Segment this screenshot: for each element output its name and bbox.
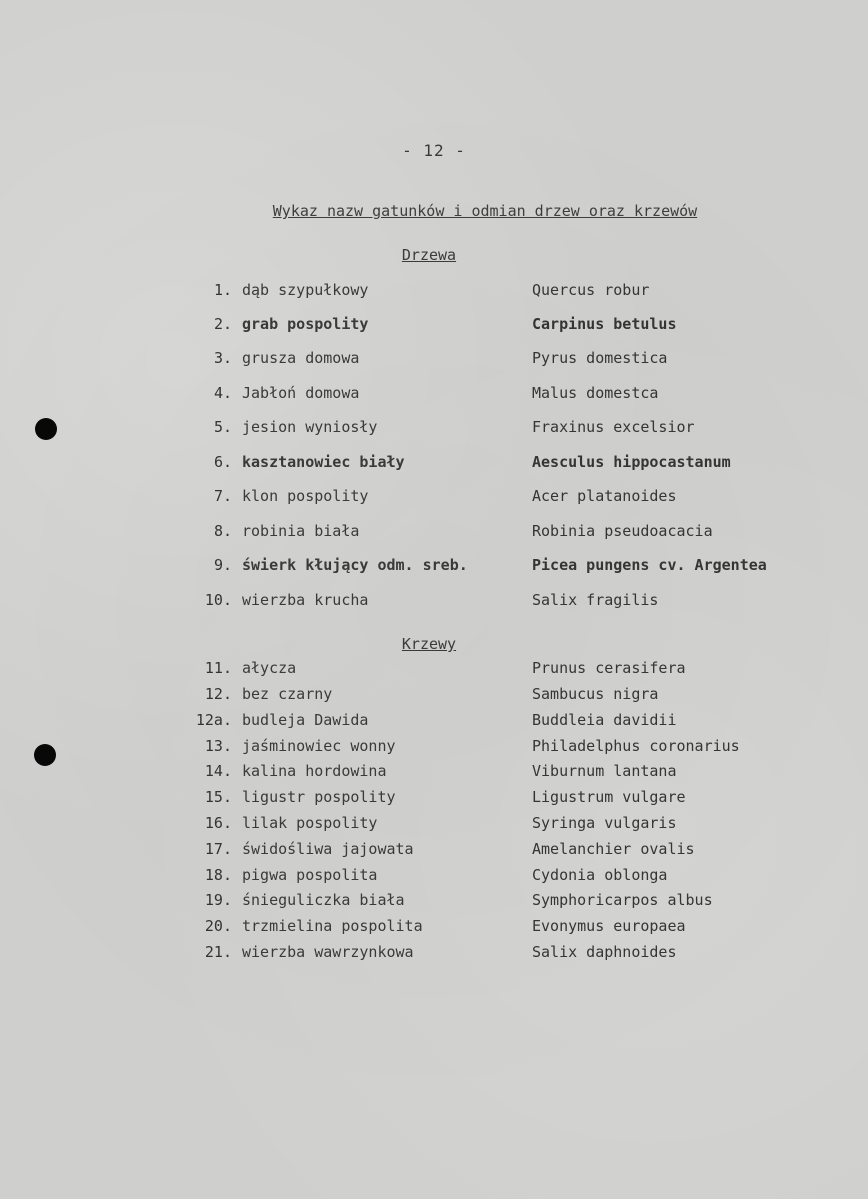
item-number: 3. [213,349,232,367]
polish-name: ałycza [242,659,297,677]
latin-name: Acer platanoides [532,487,677,505]
latin-name: Viburnum lantana [532,762,677,780]
latin-name: Robinia pseudoacacia [532,522,713,540]
item-number: 16. [204,814,232,832]
list-item [0,315,868,335]
latin-name: Pyrus domestica [532,349,668,367]
polish-name: świdośliwa jajowata [242,840,414,858]
polish-name: robinia biała [242,522,360,540]
latin-name: Ligustrum vulgare [532,788,686,806]
polish-name: wierzba wawrzynkowa [242,943,414,961]
item-number: 11. [204,659,232,677]
section-heading-shrubs: Krzewy [401,635,457,653]
latin-name: Prunus cerasifera [532,659,686,677]
latin-name: Philadelphus coronarius [532,737,740,755]
polish-name: ligustr pospolity [242,788,396,806]
item-number: 19. [204,891,232,909]
document-title: Wykaz nazw gatunków i odmian drzew oraz krzewów [272,202,698,220]
polish-name: jesion wyniosły [242,418,378,436]
latin-name: Buddleia davidii [532,711,677,729]
polish-name: wierzba krucha [242,591,369,609]
polish-name: świerk kłujący odm. sreb. [242,556,468,574]
item-number: 5. [213,418,232,436]
item-number: 13. [204,737,232,755]
latin-name: Aesculus hippocastanum [532,453,731,471]
item-number: 7. [213,487,232,505]
polish-name: dąb szypułkowy [242,281,369,299]
list-item [0,349,868,369]
list-item [0,591,868,611]
list-item [0,737,868,757]
polish-name: jaśminowiec wonny [242,737,396,755]
list-item [0,659,868,679]
item-number: 10. [204,591,232,609]
latin-name: Syringa vulgaris [532,814,677,832]
list-item [0,917,868,937]
section-heading-trees: Drzewa [401,246,457,264]
latin-name: Quercus robur [532,281,650,299]
polish-name: trzmielina pospolita [242,917,423,935]
latin-name: Evonymus europaea [532,917,686,935]
latin-name: Picea pungens cv. Argentea [532,556,767,574]
list-item [0,556,868,576]
polish-name: budleja Dawida [242,711,369,729]
polish-name: śnieguliczka biała [242,891,405,909]
item-number: 12. [204,685,232,703]
item-number: 17. [204,840,232,858]
list-item [0,891,868,911]
latin-name: Amelanchier ovalis [532,840,695,858]
list-item [0,814,868,834]
polish-name: kalina hordowina [242,762,387,780]
list-item [0,762,868,782]
list-item [0,281,868,301]
item-number: 9. [213,556,232,574]
polish-name: lilak pospolity [242,814,378,832]
list-item [0,453,868,473]
latin-name: Salix fragilis [532,591,659,609]
polish-name: pigwa pospolita [242,866,378,884]
latin-name: Carpinus betulus [532,315,677,333]
list-item [0,840,868,860]
polish-name: bez czarny [242,685,333,703]
polish-name: klon pospolity [242,487,369,505]
list-item [0,418,868,438]
item-number: 1. [213,281,232,299]
item-number: 18. [204,866,232,884]
polish-name: grab pospolity [242,315,369,333]
list-item [0,522,868,542]
latin-name: Cydonia oblonga [532,866,668,884]
list-item [0,711,868,731]
latin-name: Sambucus nigra [532,685,659,703]
page-number: - 12 - [402,141,466,160]
item-number: 12a. [195,711,232,729]
latin-name: Fraxinus excelsior [532,418,695,436]
latin-name: Salix daphnoides [532,943,677,961]
list-item [0,384,868,404]
item-number: 2. [213,315,232,333]
item-number: 4. [213,384,232,402]
list-item [0,487,868,507]
polish-name: kasztanowiec biały [242,453,405,471]
item-number: 15. [204,788,232,806]
list-item [0,943,868,963]
list-item [0,866,868,886]
polish-name: grusza domowa [242,349,360,367]
list-item [0,788,868,808]
latin-name: Malus domestca [532,384,659,402]
list-item [0,685,868,705]
item-number: 21. [204,943,232,961]
polish-name: Jabłoń domowa [242,384,360,402]
item-number: 8. [213,522,232,540]
item-number: 6. [213,453,232,471]
item-number: 20. [204,917,232,935]
item-number: 14. [204,762,232,780]
latin-name: Symphoricarpos albus [532,891,713,909]
